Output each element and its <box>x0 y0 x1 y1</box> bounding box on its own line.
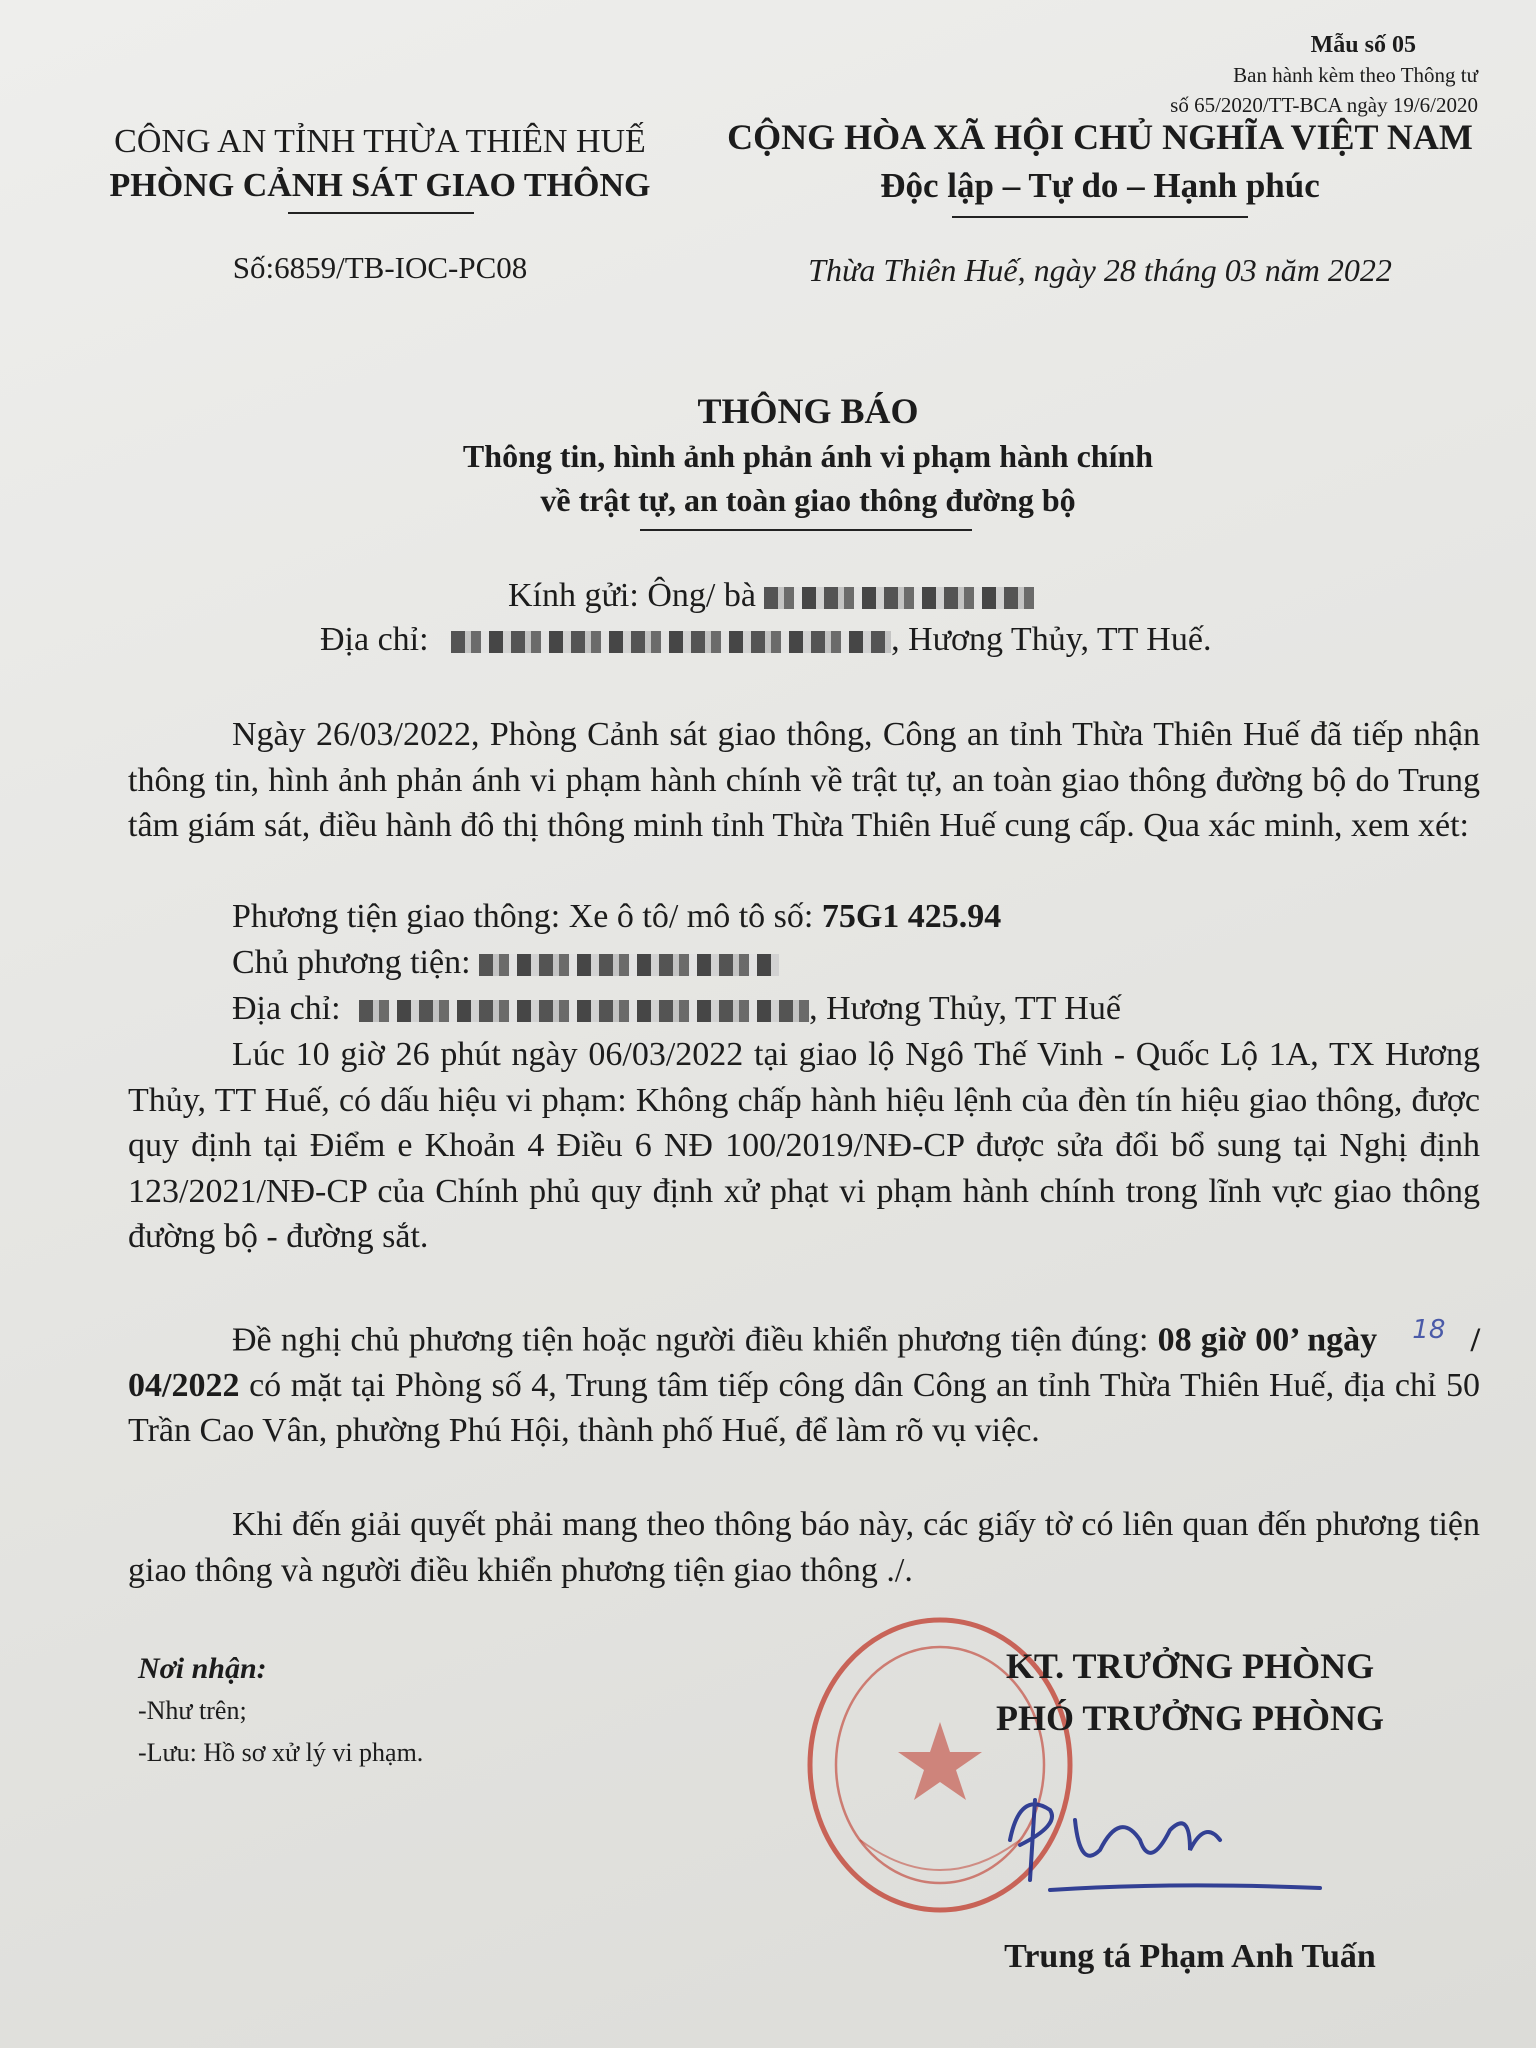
addressee-address-line <box>320 618 1211 662</box>
nation-motto: Độc lập – Tự do – Hạnh phúc <box>880 166 1320 205</box>
request-time: 08 giờ 00’ ngày <box>1157 1321 1378 1359</box>
place-and-date: Thừa Thiên Huế, ngày 28 tháng 03 năm 2022 <box>808 252 1392 288</box>
signer-title-line-2: PHÓ TRƯỞNG PHÒNG <box>995 1698 1384 1738</box>
request-rest: có mặt tại Phòng số 4, Trung tâm tiếp công dân Công an tỉnh Thừa Thiên Huế, địa chỉ 50 Trần Cao Vân, phường Phú Hội, thành phố Huế, để làm rõ vụ việc. <box>128 1366 1480 1450</box>
redacted-name <box>764 587 1034 609</box>
violation-paragraph: Lúc 10 giờ 26 phút ngày 06/03/2022 tại giao lộ Ngô Thế Vinh - Quốc Lộ 1A, TX Hương Thủy, TT Huế, có dấu hiệu vi phạm: Không chấp hành hiệu lệnh của đèn tín hiệu giao thông, được quy định tại Điểm e Khoản 4 Điều 6 NĐ 100/2019/NĐ-CP được sửa đổi bổ sung tại Nghị định 123/2021/NĐ-CP của Chính phủ quy định xử phạt vi phạm hành chính trong lĩnh vực giao thông đường bộ - đường sắt. <box>128 1036 1480 1255</box>
document-title: THÔNG BÁO <box>697 391 919 431</box>
owner-address-label: Địa chỉ: <box>232 990 341 1027</box>
handwritten-day: 18 <box>1412 1315 1446 1345</box>
recipients-block <box>138 1648 423 1774</box>
template-issued-line-2: số 65/2020/TT-BCA ngày 19/6/2020 <box>1170 93 1478 117</box>
vehicle-line <box>128 894 1480 940</box>
title-underline <box>640 529 972 531</box>
addressee-line <box>508 574 1034 618</box>
signer-title-line-1: KT. TRƯỞNG PHÒNG <box>1005 1646 1375 1686</box>
redacted-owner <box>479 954 779 976</box>
owner-label: Chủ phương tiện: <box>232 944 471 981</box>
address-label: Địa chỉ: <box>320 621 429 658</box>
agency-parent: CÔNG AN TỈNH THỪA THIÊN HUẾ <box>114 123 646 160</box>
form-template-note <box>1118 30 1478 120</box>
owner-line <box>128 940 1480 986</box>
vehicle-plate: 75G1 425.94 <box>821 898 1002 935</box>
agency-name: PHÒNG CẢNH SÁT GIAO THÔNG <box>109 167 651 204</box>
signature-block <box>860 1640 1520 1744</box>
vehicle-label: Phương tiện giao thông: Xe ô tô/ mô tô số: <box>232 898 814 935</box>
request-lead: Đề nghị chủ phương tiện hoặc người điều khiển phương tiện đúng: <box>232 1321 1149 1359</box>
address-suffix: , Hương Thủy, TT Huế. <box>891 621 1212 658</box>
recipient-item: -Lưu: Hồ sơ xử lý vi phạm. <box>138 1738 424 1767</box>
agency-underline <box>288 212 474 214</box>
template-issued-line-1: Ban hành kèm theo Thông tư <box>1233 63 1478 87</box>
recipients-label: Nơi nhận: <box>138 1652 267 1685</box>
request-month-year: / 04/2022 <box>128 1321 1481 1404</box>
intro-paragraph: Ngày 26/03/2022, Phòng Cảnh sát giao thông, Công an tỉnh Thừa Thiên Huế đã tiếp nhận thông tin, hình ảnh phản ánh vi phạm hành chính về trật tự, an toàn giao thông đường bộ do Trung tâm giám sát, điều hành đô thị thông minh tỉnh Thừa Thiên Huế cung cấp. Qua xác minh, xem xét: <box>128 716 1480 844</box>
document-number: Số:6859/TB-IOC-PC08 <box>232 250 528 285</box>
greeting-label: Kính gửi: Ông/ bà <box>508 577 756 614</box>
closing-paragraph: Khi đến giải quyết phải mang theo thông báo này, các giấy tờ có liên quan đến phương tiện giao thông và người điều khiển phương tiện giao thông ./. <box>128 1506 1480 1589</box>
document-title-block <box>200 388 1416 522</box>
handwritten-signature <box>990 1770 1330 1900</box>
recipient-item: -Như trên; <box>138 1696 247 1725</box>
agency-header <box>60 120 700 208</box>
owner-address-line <box>128 986 1480 1032</box>
motto-underline <box>952 216 1248 218</box>
template-number: Mẫu số 05 <box>1310 32 1416 58</box>
request-paragraph <box>128 1308 1480 1454</box>
redacted-owner-address <box>359 1000 809 1022</box>
signer-name: Trung tá Phạm Anh Tuấn <box>1004 1938 1376 1975</box>
document-subtitle-line-1: Thông tin, hình ảnh phản ánh vi phạm hành chính <box>462 438 1154 474</box>
nation-name: CỘNG HÒA XÃ HỘI CHỦ NGHĨA VIỆT NAM <box>727 117 1473 157</box>
national-header <box>700 112 1500 210</box>
owner-address-suffix: , Hương Thủy, TT Huế <box>809 990 1121 1027</box>
redacted-address <box>451 631 891 653</box>
document-subtitle-line-2: về trật tự, an toàn giao thông đường bộ <box>540 482 1076 518</box>
